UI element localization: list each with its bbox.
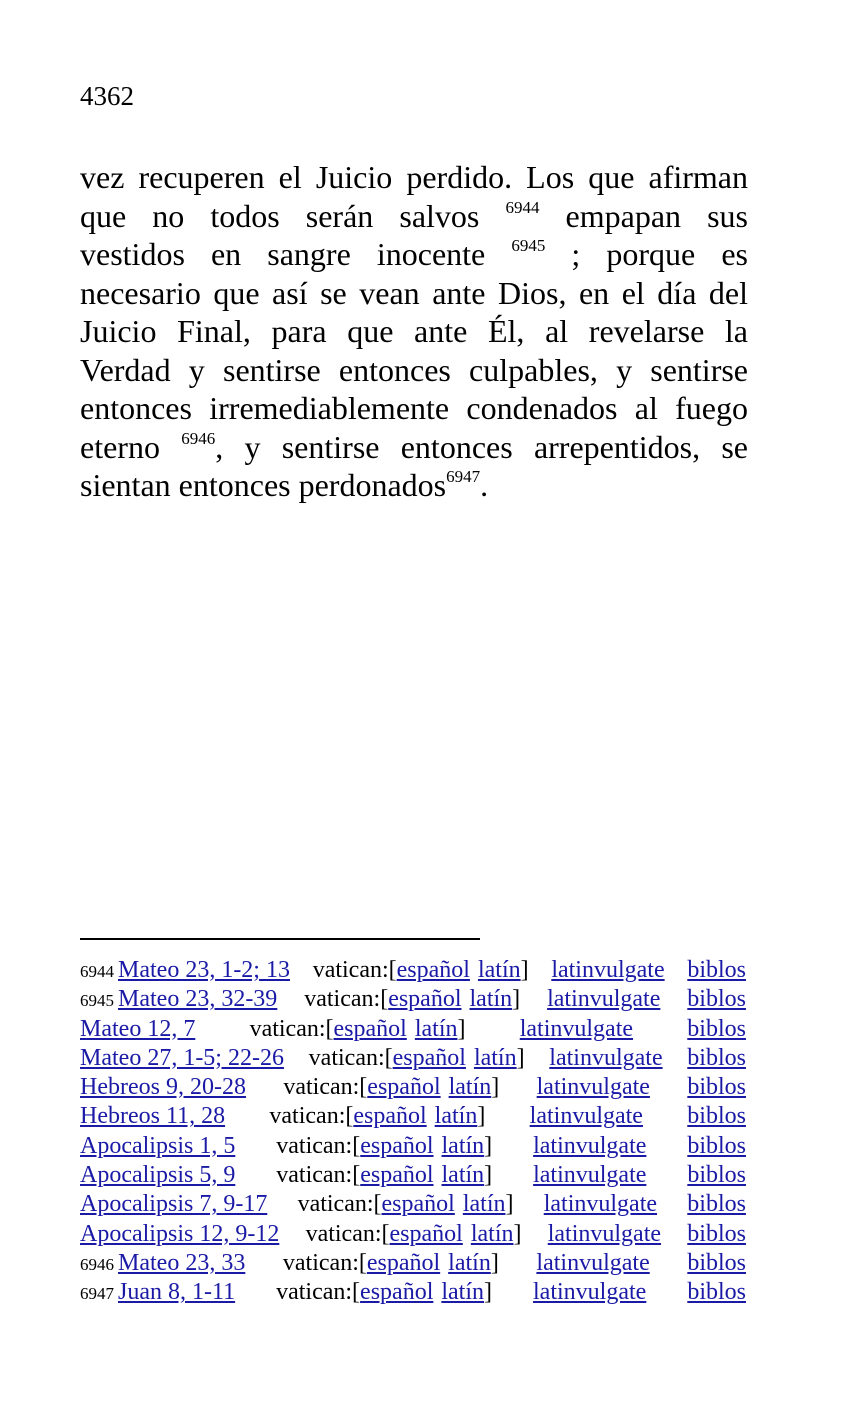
paragraph-line bbox=[80, 466, 748, 505]
footnote-entry: 6945 Mateo 23, 32-39 vatican:[español latín] latinvulgate biblos bbox=[80, 985, 746, 1014]
biblos-link[interactable]: biblos bbox=[687, 1074, 746, 1101]
espanol-link[interactable]: español bbox=[388, 986, 462, 1013]
footnote-marker: 6945 bbox=[511, 236, 546, 255]
biblos-link[interactable]: biblos bbox=[687, 1103, 746, 1130]
paragraph-line bbox=[80, 197, 748, 236]
bracket-close: ] bbox=[484, 1132, 493, 1159]
footnote-separator bbox=[80, 938, 480, 940]
footnote-entry bbox=[80, 1073, 746, 1102]
page-number: 4362 bbox=[80, 81, 134, 111]
vatican-label: vatican:[ bbox=[282, 1249, 367, 1276]
paragraph-line bbox=[80, 428, 748, 467]
scripture-reference-link[interactable]: Hebreos 9, 20-28 bbox=[80, 1074, 246, 1101]
biblos-link[interactable]: biblos bbox=[687, 1220, 746, 1247]
latin-link[interactable]: latín bbox=[434, 1103, 478, 1130]
paragraph-line bbox=[80, 235, 748, 274]
scripture-reference-link[interactable]: Mateo 12, 7 bbox=[80, 1015, 196, 1042]
paragraph-text: ; porque es bbox=[545, 236, 749, 272]
footnote-entry bbox=[80, 1015, 746, 1044]
bracket-close: ] bbox=[505, 1191, 514, 1218]
biblos-link[interactable]: biblos bbox=[687, 1132, 746, 1159]
paragraph-line bbox=[80, 158, 748, 197]
vatican-label: vatican:[ bbox=[305, 1220, 390, 1247]
vatican-label: vatican:[ bbox=[283, 1074, 368, 1101]
paragraph-text: Verdad y sentirse entonces culpables, y sentirse bbox=[80, 351, 748, 388]
espanol-link[interactable]: español bbox=[381, 1191, 455, 1218]
vatican-label: vatican:[ bbox=[269, 1103, 354, 1130]
bracket-close: ] bbox=[457, 1015, 466, 1042]
scripture-reference-link[interactable]: Apocalipsis 12, 9-12 bbox=[80, 1220, 280, 1247]
latinvulgate-link[interactable]: latinvulgate bbox=[549, 1044, 663, 1071]
latinvulgate-link[interactable]: latinvulgate bbox=[536, 1074, 650, 1101]
paragraph-text: vez recuperen el Juicio perdido. Los que afirman bbox=[80, 159, 748, 195]
paragraph-text: empapan sus bbox=[539, 197, 749, 234]
vatican-label: vatican:[ bbox=[297, 1191, 382, 1218]
latin-link[interactable]: latín bbox=[448, 1074, 492, 1101]
latin-link[interactable]: latín bbox=[441, 1162, 485, 1189]
body-paragraph bbox=[80, 158, 748, 505]
latinvulgate-link[interactable]: latinvulgate bbox=[551, 957, 665, 983]
paragraph-text: entonces irremediablemente condenados al fuego bbox=[80, 390, 748, 426]
footnote-marker: 6947 bbox=[446, 467, 481, 486]
latin-link[interactable]: latín bbox=[462, 1191, 506, 1218]
latinvulgate-link[interactable]: latinvulgate bbox=[547, 1220, 662, 1247]
espanol-link[interactable]: español bbox=[366, 1249, 441, 1276]
latinvulgate-link[interactable]: latinvulgate bbox=[533, 1162, 647, 1189]
latinvulgate-link[interactable]: latinvulgate bbox=[543, 1191, 658, 1218]
espanol-link[interactable]: español bbox=[360, 1279, 434, 1306]
footnote-entry bbox=[80, 1220, 746, 1249]
espanol-link[interactable]: español bbox=[360, 1132, 434, 1159]
latinvulgate-link[interactable]: latinvulgate bbox=[536, 1249, 650, 1276]
bracket-close: ] bbox=[484, 1162, 493, 1189]
bracket-close: ] bbox=[516, 1044, 525, 1071]
paragraph-text: vestidos en sangre inocente bbox=[80, 236, 512, 272]
espanol-link[interactable]: español bbox=[353, 1103, 427, 1130]
espanol-link[interactable]: español bbox=[367, 1074, 441, 1101]
espanol-link[interactable]: español bbox=[396, 957, 470, 983]
paragraph-line bbox=[80, 274, 748, 313]
paragraph-text: necesario que así se vean ante Dios, en el día del bbox=[80, 274, 748, 311]
vatican-label: vatican:[ bbox=[308, 1044, 393, 1071]
paragraph-text: . bbox=[480, 467, 489, 503]
espanol-link[interactable]: español bbox=[333, 1015, 407, 1042]
paragraph-text: que no todos serán salvos bbox=[80, 197, 506, 234]
biblos-link[interactable]: biblos bbox=[687, 1044, 746, 1071]
espanol-link[interactable]: español bbox=[389, 1220, 463, 1247]
vatican-label: vatican:[ bbox=[276, 1279, 361, 1306]
paragraph-line bbox=[80, 389, 748, 428]
scripture-reference-link[interactable]: Mateo 23, 33 bbox=[118, 1249, 246, 1276]
latin-link[interactable]: latín bbox=[441, 1132, 485, 1159]
biblos-link[interactable]: biblos bbox=[687, 986, 746, 1013]
latin-link[interactable]: latín bbox=[473, 1044, 517, 1071]
espanol-link[interactable]: español bbox=[360, 1162, 434, 1189]
footnote-marker: 6944 bbox=[505, 197, 540, 217]
paragraph-line bbox=[80, 351, 748, 390]
biblos-link[interactable]: biblos bbox=[687, 1015, 746, 1042]
scripture-reference-link[interactable]: Apocalipsis 7, 9-17 bbox=[80, 1191, 268, 1218]
vatican-label: vatican:[ bbox=[312, 957, 397, 983]
footnote-entry bbox=[80, 1190, 746, 1219]
vatican-label: vatican:[ bbox=[304, 986, 389, 1013]
paragraph-text: sientan entonces perdonados bbox=[80, 467, 447, 503]
footnote-entry bbox=[80, 1044, 746, 1073]
biblos-link[interactable]: biblos bbox=[687, 1249, 746, 1276]
footnote-entry: 6946 Mateo 23, 33 vatican:[español latín] latinvulgate biblos bbox=[80, 1249, 746, 1278]
paragraph-text: , y sentirse entonces arrepentidos, se bbox=[215, 428, 749, 465]
bracket-close: ] bbox=[513, 1220, 522, 1247]
biblos-link[interactable]: biblos bbox=[687, 1279, 746, 1306]
bracket-close: ] bbox=[484, 1279, 493, 1306]
footnote-entry bbox=[80, 1102, 746, 1131]
footnotes bbox=[80, 956, 746, 1308]
vatican-label: vatican:[ bbox=[276, 1132, 361, 1159]
bracket-close: ] bbox=[512, 986, 521, 1013]
latin-link[interactable]: latín bbox=[469, 986, 513, 1013]
bracket-close: ] bbox=[490, 1249, 499, 1276]
biblos-link[interactable]: biblos bbox=[687, 1162, 746, 1189]
biblos-link[interactable]: biblos bbox=[687, 957, 746, 983]
scripture-reference-link[interactable]: Apocalipsis 5, 9 bbox=[80, 1162, 236, 1189]
biblos-link[interactable]: biblos bbox=[687, 1191, 746, 1218]
latinvulgate-link[interactable]: latinvulgate bbox=[529, 1103, 643, 1130]
scripture-reference-link[interactable]: Mateo 23, 1-2; 13 bbox=[118, 957, 290, 983]
latin-link[interactable]: latín bbox=[441, 1279, 485, 1306]
vatican-label: vatican:[ bbox=[249, 1015, 334, 1042]
latin-link[interactable]: latín bbox=[448, 1249, 491, 1276]
paragraph-text: eterno bbox=[80, 428, 182, 465]
scripture-reference-link[interactable]: Mateo 23, 32-39 bbox=[118, 986, 278, 1013]
latin-link[interactable]: latín bbox=[477, 957, 521, 983]
bracket-close: ] bbox=[477, 1103, 486, 1130]
latinvulgate-link[interactable]: latinvulgate bbox=[547, 986, 661, 1013]
paragraph-text: Juicio Final, para que ante Él, al revelarse la bbox=[80, 313, 748, 349]
latin-link[interactable]: latín bbox=[470, 1220, 514, 1247]
scripture-reference-link[interactable]: Hebreos 11, 28 bbox=[80, 1103, 226, 1130]
footnote-entry bbox=[80, 1132, 746, 1161]
scripture-reference-link[interactable]: Mateo 27, 1-5; 22-26 bbox=[80, 1044, 284, 1071]
footnote-entry bbox=[80, 1161, 746, 1190]
bracket-close: ] bbox=[520, 957, 529, 983]
espanol-link[interactable]: español bbox=[392, 1044, 466, 1071]
latin-link[interactable]: latín bbox=[414, 1015, 458, 1042]
footnote-marker: 6946 bbox=[181, 428, 216, 448]
bracket-close: ] bbox=[491, 1074, 500, 1101]
paragraph-line bbox=[80, 312, 748, 351]
scripture-reference-link[interactable]: Juan 8, 1-11 bbox=[118, 1279, 236, 1306]
latinvulgate-link[interactable]: latinvulgate bbox=[533, 1279, 647, 1306]
vatican-label: vatican:[ bbox=[276, 1162, 361, 1189]
latinvulgate-link[interactable]: latinvulgate bbox=[519, 1015, 634, 1042]
footnote-entry: 6947 Juan 8, 1-11 vatican:[español latín] latinvulgate biblos bbox=[80, 1278, 746, 1307]
latinvulgate-link[interactable]: latinvulgate bbox=[533, 1132, 647, 1159]
footnote-entry: 6944 Mateo 23, 1-2; 13 vatican:[español latín] latinvulgate biblos bbox=[80, 956, 746, 985]
scripture-reference-link[interactable]: Apocalipsis 1, 5 bbox=[80, 1132, 236, 1159]
